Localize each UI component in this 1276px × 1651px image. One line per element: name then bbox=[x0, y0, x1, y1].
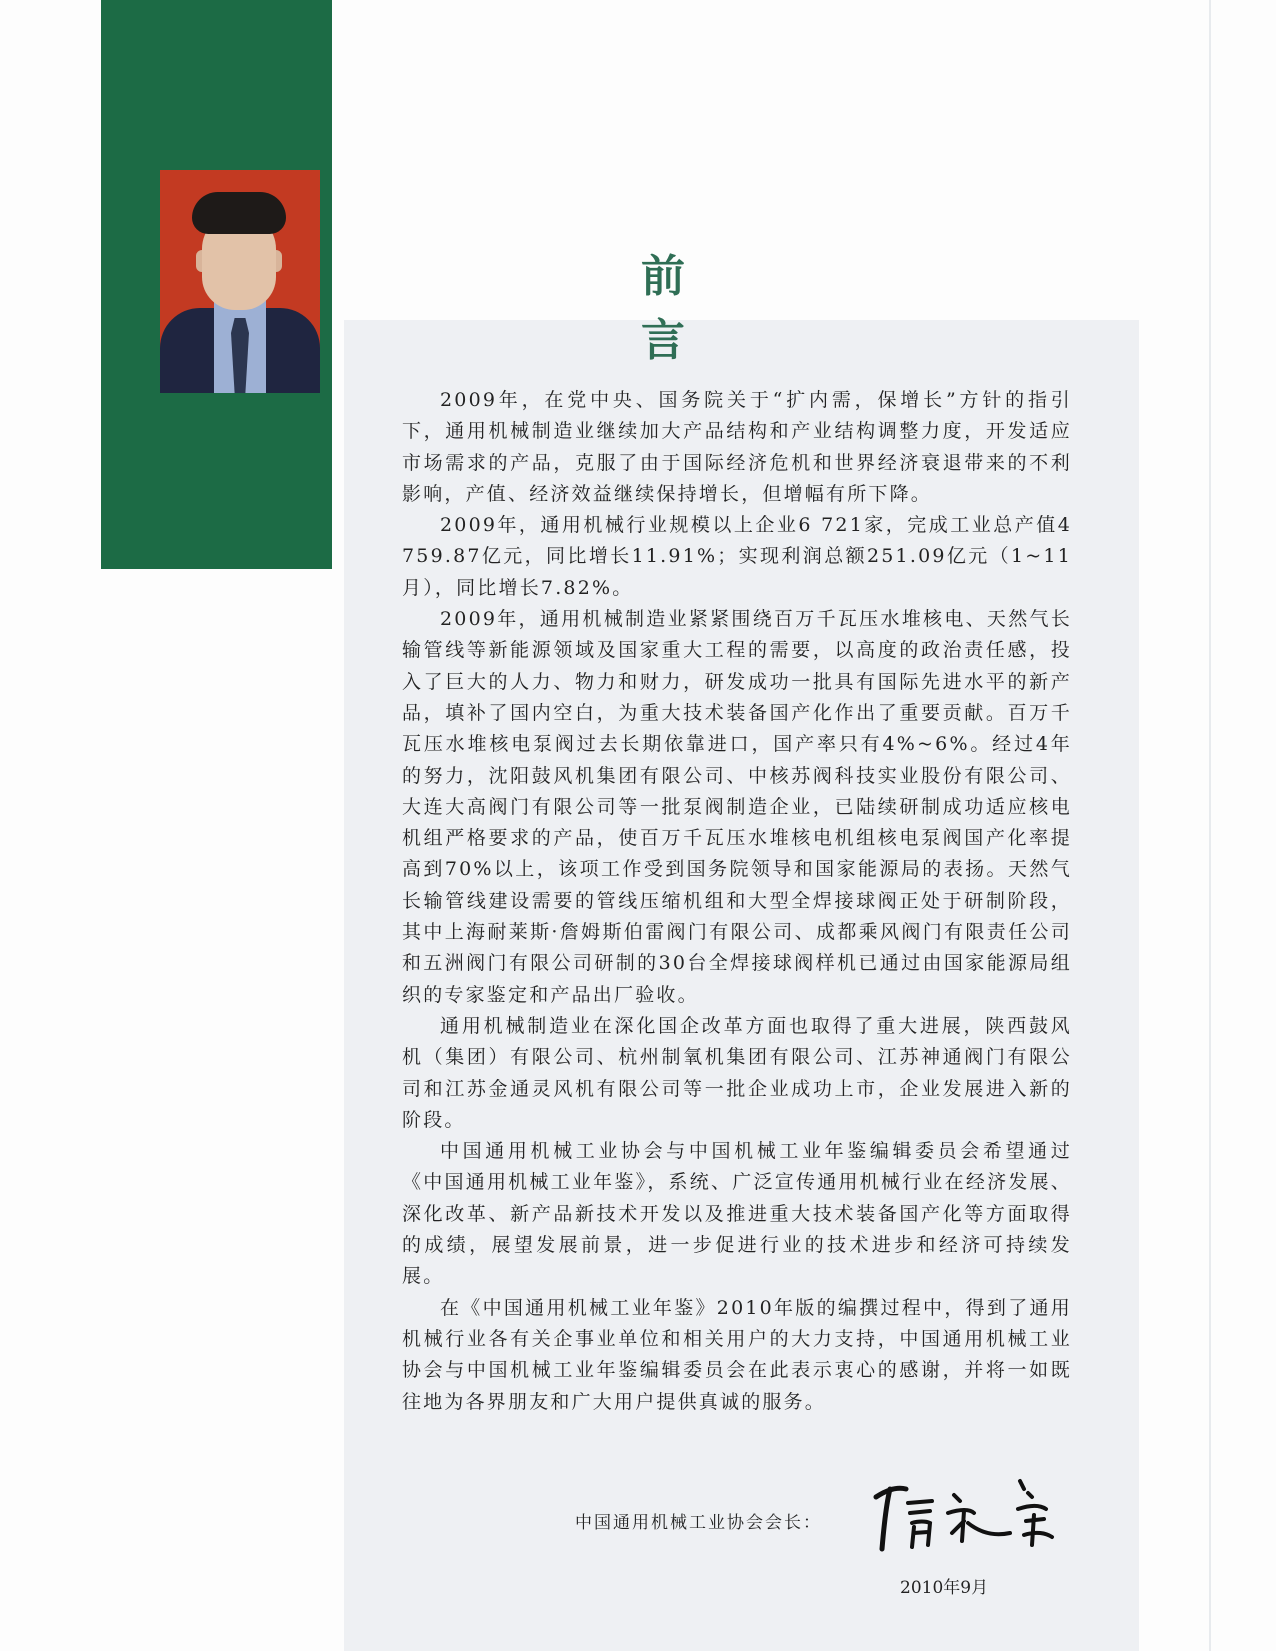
paragraph-5: 中国通用机械工业协会与中国机械工业年鉴编辑委员会希望通过《中国通用机械工业年鉴》，系统、广泛宣传通用机械行业在经济发展、深化改革、新产品新技术开发以及推进重大技术装备国产化等方面取得的成绩，展望发展前景，进一步促进行业的技术进步和经济可持续发展。 bbox=[402, 1140, 1072, 1288]
portrait-hair bbox=[192, 192, 286, 234]
date: 2010年9月 bbox=[900, 1578, 989, 1598]
president-portrait-photo bbox=[160, 170, 320, 393]
paragraph-4: 通用机械制造业在深化国企改革方面也取得了重大进展，陕西鼓风机（集团）有限公司、杭州制氧机集团有限公司、江苏神通阀门有限公司和江苏金通灵风机有限公司等一批企业成功上市，企业发展进入新的阶段。 bbox=[402, 1014, 1072, 1131]
title-char-1: 前 bbox=[641, 251, 755, 302]
signature-label: 中国通用机械工业协会会长： bbox=[575, 1513, 822, 1533]
paragraph-6: 在《中国通用机械工业年鉴》2010年版的编撰过程中，得到了通用机械行业各有关企事业单位和相关用户的大力支持，中国通用机械工业协会与中国机械工业年鉴编辑委员会在此表示衷心的感谢，并将一如既往地为各界朋友和广大用户提供真诚的服务。 bbox=[402, 1296, 1072, 1413]
page-edge-line bbox=[1209, 0, 1211, 1651]
paragraph-3: 2009年，通用机械制造业紧紧围绕百万千瓦压水堆核电、天然气长输管线等新能源领域及国家重大工程的需要，以高度的政治责任感，投入了巨大的人力、物力和财力，研发成功一批具有国际先进水平的新产品，填补了国内空白，为重大技术装备国产化作出了重要贡献。百万千瓦压水堆核电泵阀过去长期依靠进口，国产率只有4%~6%。经过4年的努力，沈阳鼓风机集团有限公司、中核苏阀科技实业股份有限公司、大连大高阀门有限公司等一批泵阀制造企业，已陆续研制成功适应核电机组严格要求的产品，使百万千瓦压水堆核电机组核电泵阀国产化率提高到70%以上，该项工作受到国务院领导和国家能源局的表扬。天然气长输管线建设需要的管线压缩机组和大型全焊接球阀正处于研制阶段，其中上海耐莱斯·詹姆斯伯雷阀门有限公司、成都乘风阀门有限责任公司和五洲阀门有限公司研制的30台全焊接球阀样机已通过由国家能源局组织的专家鉴定和产品出厂验收。 bbox=[402, 608, 1072, 1006]
handwritten-signature bbox=[868, 1475, 1058, 1555]
title-char-2: 言 bbox=[641, 315, 755, 366]
page-title bbox=[641, 240, 821, 368]
preface-body bbox=[402, 385, 1072, 1418]
paragraph-2: 2009年，通用机械行业规模以上企业6 721家，完成工业总产值4 759.87亿元，同比增长11.91%；实现利润总额251.09亿元（1~11月），同比增长7.82%。 bbox=[402, 514, 1072, 599]
paragraph-1: 2009年，在党中央、国务院关于“扩内需，保增长”方针的指引下，通用机械制造业继续加大产品结构和产业结构调整力度，开发适应市场需求的产品，克服了由于国际经济危机和世界经济衰退带来的不利影响，产值、经济效益继续保持增长，但增幅有所下降。 bbox=[402, 389, 1072, 505]
